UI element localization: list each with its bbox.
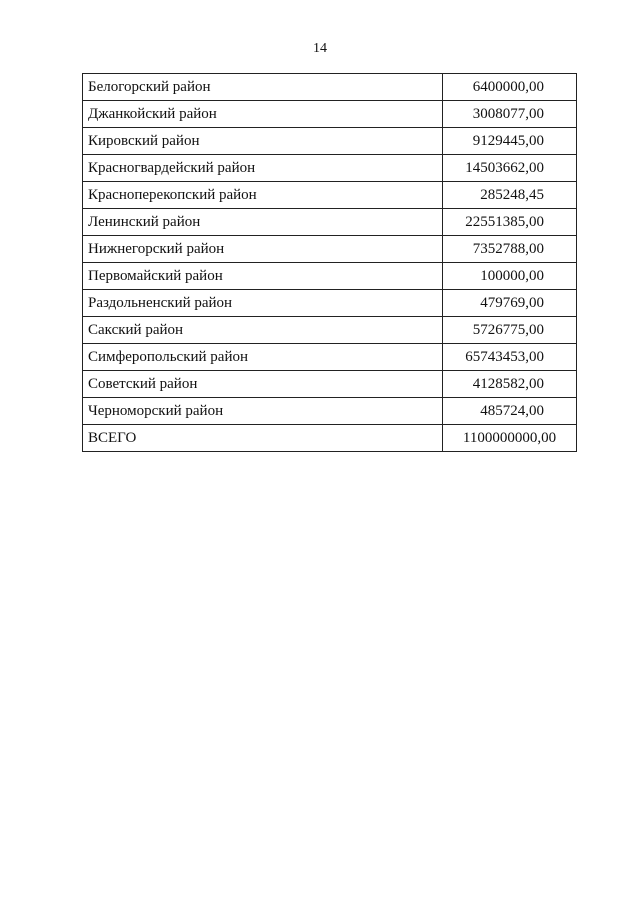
- district-amount: 7352788,00: [443, 236, 577, 263]
- table-row: [83, 344, 577, 371]
- district-name: Красногвардейский район: [83, 155, 443, 182]
- table-row: [83, 101, 577, 128]
- total-label: ВСЕГО: [83, 425, 443, 452]
- district-amount: 485724,00: [443, 398, 577, 425]
- page-number: 14: [313, 41, 327, 56]
- table-row: [83, 155, 577, 182]
- district-amount: 100000,00: [443, 263, 577, 290]
- district-amount: 479769,00: [443, 290, 577, 317]
- district-name: Симферопольский район: [83, 344, 443, 371]
- table-row: [83, 182, 577, 209]
- district-amount: 22551385,00: [443, 209, 577, 236]
- total-amount: 1100000000,00: [443, 425, 577, 452]
- district-name: Сакский район: [83, 317, 443, 344]
- district-amount: 9129445,00: [443, 128, 577, 155]
- district-amount: 6400000,00: [443, 74, 577, 101]
- district-amount: 65743453,00: [443, 344, 577, 371]
- table-row: [83, 398, 577, 425]
- district-name: Советский район: [83, 371, 443, 398]
- table-row: [83, 74, 577, 101]
- table-row: [83, 263, 577, 290]
- district-amount: 4128582,00: [443, 371, 577, 398]
- district-amount: 14503662,00: [443, 155, 577, 182]
- district-name: Кировский район: [83, 128, 443, 155]
- table-row: [83, 209, 577, 236]
- total-row: [83, 425, 577, 452]
- district-name: Черноморский район: [83, 398, 443, 425]
- table-row: [83, 371, 577, 398]
- district-name: Красноперекопский район: [83, 182, 443, 209]
- district-amount: 5726775,00: [443, 317, 577, 344]
- table-row: [83, 128, 577, 155]
- district-name: Первомайский район: [83, 263, 443, 290]
- district-name: Белогорский район: [83, 74, 443, 101]
- table-row: [83, 236, 577, 263]
- district-name: Джанкойский район: [83, 101, 443, 128]
- district-name: Нижнегорский район: [83, 236, 443, 263]
- district-name: Раздольненский район: [83, 290, 443, 317]
- table-row: [83, 317, 577, 344]
- district-name: Ленинский район: [83, 209, 443, 236]
- district-amount: 3008077,00: [443, 101, 577, 128]
- table-row: [83, 290, 577, 317]
- district-amount: 285248,45: [443, 182, 577, 209]
- district-allocation-table: [82, 73, 577, 452]
